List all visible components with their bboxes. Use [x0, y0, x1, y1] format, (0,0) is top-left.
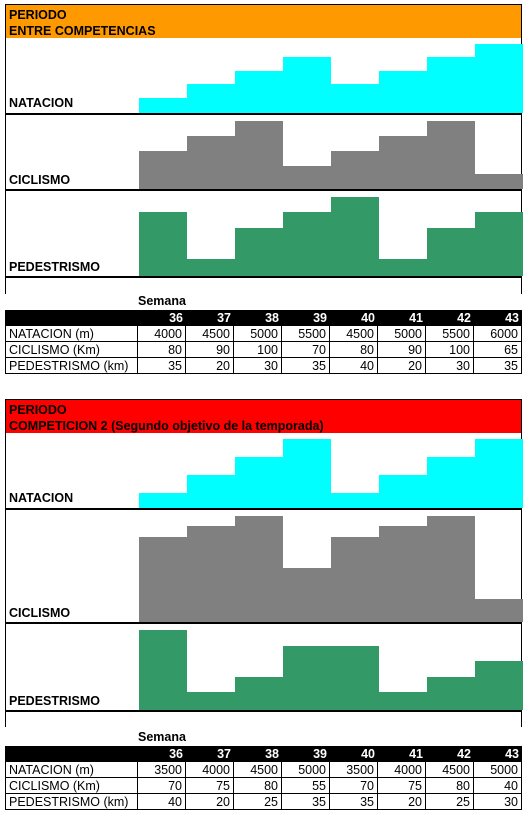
table-cell: 25	[426, 794, 474, 810]
row-label: NATACION (m)	[5, 326, 138, 342]
panel-label-pedestrismo: PEDESTRISMO	[9, 260, 100, 274]
table-cell: 5000	[234, 326, 282, 342]
bar-ciclismo-week-41	[379, 526, 427, 622]
panel-ciclismo	[5, 510, 522, 622]
bar-ciclismo-week-39	[283, 166, 331, 189]
bar-natacion-week-42	[427, 457, 475, 508]
week-header-bar	[5, 310, 522, 326]
week-header-cell: 42	[457, 747, 471, 761]
week-header-cell: 37	[217, 747, 231, 761]
bar-ciclismo-week-40	[331, 151, 379, 189]
ciclismo-bar-chart	[6, 115, 523, 189]
bar-natacion-week-36	[139, 493, 187, 508]
week-header-cell: 43	[505, 747, 519, 761]
bar-ciclismo-week-40	[331, 537, 379, 622]
week-header-cell: 36	[169, 311, 183, 325]
natacion-bar-chart	[6, 433, 523, 508]
table-cell: 35	[330, 794, 378, 810]
week-header-cell: 40	[361, 311, 375, 325]
bar-natacion-week-41	[379, 475, 427, 508]
panel-label-natacion: NATACION	[9, 96, 74, 110]
bar-pedestrismo-week-37	[187, 692, 235, 710]
bar-natacion-week-38	[235, 71, 283, 113]
panel-natacion	[5, 433, 522, 508]
table-cell: 40	[330, 358, 378, 374]
table-cell: 20	[186, 358, 234, 374]
bar-natacion-week-39	[283, 57, 331, 113]
period-subtitle: ENTRE COMPETENCIAS	[9, 24, 156, 38]
panel-label-pedestrismo: PEDESTRISMO	[9, 694, 100, 708]
panel-label-ciclismo: CICLISMO	[9, 606, 71, 620]
table-cell: 35	[138, 358, 186, 374]
bar-ciclismo-week-37	[187, 526, 235, 622]
bar-ciclismo-week-37	[187, 136, 235, 189]
bar-pedestrismo-week-39	[283, 212, 331, 276]
table-cell: 90	[378, 342, 426, 358]
panel-label-natacion: NATACION	[9, 491, 74, 505]
bar-natacion-week-41	[379, 71, 427, 113]
spacer-row	[5, 712, 522, 727]
bar-natacion-week-37	[187, 475, 235, 508]
week-header-cell: 37	[217, 311, 231, 325]
table-cell: 55	[282, 778, 330, 794]
table-cell: 80	[330, 342, 378, 358]
bar-pedestrismo-week-36	[139, 212, 187, 276]
table-cell: 35	[282, 358, 330, 374]
week-header-cell: 43	[505, 311, 519, 325]
table-cell: 4500	[330, 326, 378, 342]
table-cell: 4000	[378, 762, 426, 778]
table-cell: 4500	[186, 326, 234, 342]
table-cell: 35	[474, 358, 522, 374]
bar-natacion-week-37	[187, 84, 235, 113]
table-cell: 25	[234, 794, 282, 810]
table-cell: 75	[186, 778, 234, 794]
table-cell: 75	[378, 778, 426, 794]
bar-natacion-week-36	[139, 98, 187, 113]
table-cell: 70	[282, 342, 330, 358]
table-cell: 4500	[426, 762, 474, 778]
table-cell: 5500	[426, 326, 474, 342]
table-row-ciclismo	[5, 778, 522, 794]
panel-ciclismo	[5, 115, 522, 189]
spacer-row	[5, 278, 522, 294]
table-cell: 40	[138, 794, 186, 810]
table-cell: 20	[378, 358, 426, 374]
week-header-cell: 39	[313, 747, 327, 761]
bar-natacion-week-40	[331, 84, 379, 113]
period-title: PERIODO	[9, 403, 67, 417]
bar-pedestrismo-week-42	[427, 228, 475, 276]
bar-pedestrismo-week-36	[139, 630, 187, 710]
bar-ciclismo-week-42	[427, 121, 475, 189]
bar-ciclismo-week-36	[139, 151, 187, 189]
ciclismo-bar-chart	[6, 510, 523, 622]
bar-ciclismo-week-39	[283, 568, 331, 622]
table-cell: 5500	[282, 326, 330, 342]
period-header	[5, 399, 522, 433]
bar-natacion-week-40	[331, 493, 379, 508]
table-cell: 80	[234, 778, 282, 794]
table-cell: 4000	[186, 762, 234, 778]
bar-pedestrismo-week-37	[187, 259, 235, 276]
bar-ciclismo-week-36	[139, 537, 187, 622]
row-label: NATACION (m)	[5, 762, 138, 778]
bar-pedestrismo-week-39	[283, 646, 331, 710]
table-cell: 4000	[138, 326, 186, 342]
table-cell: 70	[330, 778, 378, 794]
bar-pedestrismo-week-40	[331, 197, 379, 276]
semana-label: Semana	[138, 294, 186, 308]
bar-ciclismo-week-41	[379, 136, 427, 189]
week-header-cell: 41	[409, 747, 423, 761]
table-cell: 20	[378, 794, 426, 810]
table-cell: 20	[186, 794, 234, 810]
bar-natacion-week-43	[475, 439, 523, 508]
table-row-ciclismo	[5, 342, 522, 358]
bar-ciclismo-week-38	[235, 121, 283, 189]
bar-ciclismo-week-42	[427, 516, 475, 622]
table-row-pedestrismo	[5, 358, 522, 374]
table-cell: 30	[426, 358, 474, 374]
week-header-bar	[5, 746, 522, 762]
bar-ciclismo-week-43	[475, 174, 523, 189]
bar-ciclismo-week-43	[475, 599, 523, 622]
table-cell: 6000	[474, 326, 522, 342]
bar-natacion-week-38	[235, 457, 283, 508]
table-cell: 30	[234, 358, 282, 374]
table-cell: 3500	[138, 762, 186, 778]
table-row-natacion	[5, 762, 522, 778]
bar-natacion-week-39	[283, 439, 331, 508]
bar-pedestrismo-week-40	[331, 646, 379, 710]
table-cell: 65	[474, 342, 522, 358]
table-cell: 5000	[474, 762, 522, 778]
week-header-cell: 38	[265, 311, 279, 325]
table-cell: 80	[138, 342, 186, 358]
table-cell: 70	[138, 778, 186, 794]
table-cell: 4500	[234, 762, 282, 778]
panel-natacion	[5, 38, 522, 113]
row-label: PEDESTRISMO (km)	[5, 358, 138, 374]
bar-ciclismo-week-38	[235, 516, 283, 622]
bar-pedestrismo-week-41	[379, 692, 427, 710]
bar-pedestrismo-week-38	[235, 228, 283, 276]
row-label: CICLISMO (Km)	[5, 778, 138, 794]
panel-pedestrismo	[5, 191, 522, 276]
bar-pedestrismo-week-43	[475, 212, 523, 276]
table-cell: 100	[426, 342, 474, 358]
table-row-pedestrismo	[5, 794, 522, 810]
week-header-cell: 39	[313, 311, 327, 325]
period-subtitle: COMPETICION 2 (Segundo objetivo de la temporada)	[9, 419, 324, 433]
table-cell: 40	[474, 778, 522, 794]
bar-pedestrismo-week-42	[427, 677, 475, 710]
bar-natacion-week-42	[427, 57, 475, 113]
week-header-cell: 40	[361, 747, 375, 761]
week-header-cell: 36	[169, 747, 183, 761]
section-entre-competencias	[5, 4, 522, 382]
table-cell: 3500	[330, 762, 378, 778]
table-cell: 5000	[282, 762, 330, 778]
table-cell: 30	[474, 794, 522, 810]
table-cell: 5000	[378, 326, 426, 342]
bar-pedestrismo-week-41	[379, 259, 427, 276]
semana-label: Semana	[138, 730, 186, 744]
period-title: PERIODO	[9, 8, 67, 22]
week-header-cell: 42	[457, 311, 471, 325]
table-cell: 90	[186, 342, 234, 358]
bar-pedestrismo-week-38	[235, 677, 283, 710]
panel-label-ciclismo: CICLISMO	[9, 173, 71, 187]
table-cell: 35	[282, 794, 330, 810]
bar-pedestrismo-week-43	[475, 661, 523, 710]
week-header-cell: 38	[265, 747, 279, 761]
panel-pedestrismo	[5, 624, 522, 710]
section-competicion-2	[5, 399, 522, 819]
bar-natacion-week-43	[475, 44, 523, 113]
natacion-bar-chart	[6, 38, 523, 113]
period-header	[5, 4, 522, 38]
row-label: CICLISMO (Km)	[5, 342, 138, 358]
table-row-natacion	[5, 326, 522, 342]
week-header-cell: 41	[409, 311, 423, 325]
row-label: PEDESTRISMO (km)	[5, 794, 138, 810]
table-cell: 100	[234, 342, 282, 358]
table-cell: 80	[426, 778, 474, 794]
